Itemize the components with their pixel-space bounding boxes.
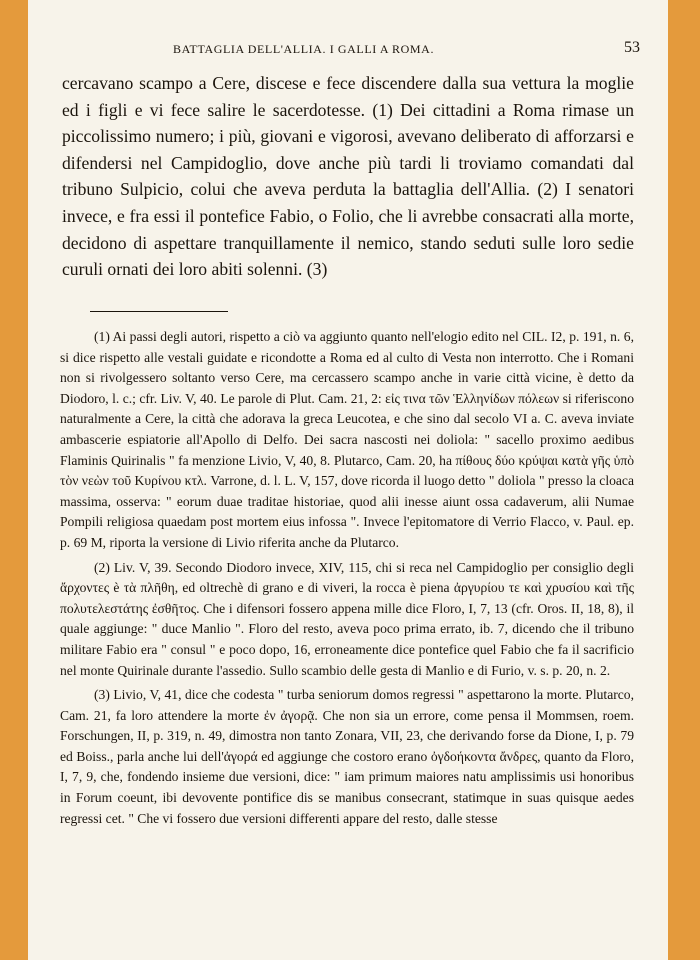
footnote-2: (2) Liv. V, 39. Secondo Diodoro invece, XIV, 115, chi si reca nel Campidoglio per consiglio degli ἄρχοντες è τὰ πλῆθη, ed oltrechè di grano e di viveri, la rocca è piena ἀργυρίου τε καὶ χρυσίου καὶ τῆς πολυτελεστάτης ἐσθῆτος. Che i difensori fossero appena mille dice Floro, I, 7, 13 (cfr. Oros. II, 18, 8), il quale aggiunge: " duce Manlio ". Floro del resto, aveva poco prima errato, ib. 7, dicendo che il tribuno militare Fabio era " consul " e poco dopo, 16, erroneamente dice pontefice quel Fabio che fa il sacrificio nel monte Quirinale durante l'assedio. Sullo scambio delle gesta di Manlio e di Furio, v. s. p. 20, n. 2.: [60, 559, 634, 678]
footnote-1: (1) Ai passi degli autori, rispetto a ciò va aggiunto quanto nell'elogio edito nel CIL. I2, p. 191, n. 6, si dice rispetto alle vestali guidate e ricondotte a Roma ed al culto di Vesta non interrotto. Che i Romani non si rivolgessero soltanto verso Cere, ma cercassero scampo anche in varie città vicine, è detto da Diodoro, l. c.; cfr. Liv. V, 40. Le parole di Plut. Cam. 21, 2: εἰς τινα τῶν Ἑλληνίδων πόλεων si riferiscono naturalmente a Cere, la città che adorava la greca Leucotea, e che sino dal secolo VI a. C. aveva inviate ambascerie espiatorie all'Apollo di Delfo. Dei sacra nascosti nei doliola: " sacello proximo aedibus Flaminis Quirinalis " fa menzione Livio, V, 40, 8. Plutarco, Cam. 20, ha πίθους δύο κρύψαι κατὰ γῆς ὑπὸ τὸν νεὼν τοῦ Κυρίνου κτλ. Varrone, d. l. L. V, 157, dove ricorda il luogo detto " doliola " presso la cloaca massima, osserva: " eorum duae traditae historiae, quod alii inesse aiunt ossa cadaverum, alii Numae Pompili religiosa quaedam post mortem eius infossa ". Invece l'epitomatore di Verrio Flacco, v. Paul. ep. p. 69 M, riporta la versione di Livio riferita anche da Plutarco.: [60, 329, 634, 550]
footnote-3: (3) Livio, V, 41, dice che codesta " turba seniorum domos regressi " aspettarono la morte. Plutarco, Cam. 21, fa loro attendere la morte ἐν ἀγορᾷ. Che non sia un errore, come pensa il Mommsen, roem. Forschungen, II, p. 319, n. 49, dimostra non tanto Zonara, VII, 23, che derivando forse da Dione, I, p. 79 ed Boiss., parla anche lui dell'ἀγορά ed aggiunge che costoro erano ὀγδοήκοντα ἄνδρες, quanto da Floro, I, 7, 9, che, fondendo insieme due versioni, dice: " iam primum maiores natu amplissimis usi honoribus in Forum coeunt, ibi devovente pontifice dis se manibus consecrant, statimque in suas quisque aedes regressi cet. " Che vi fossero due versioni differenti appare del resto, dalle stesse: [60, 687, 634, 826]
footnotes: [60, 327, 634, 833]
footnote-rule: [90, 311, 228, 312]
body-paragraph: cercavano scampo a Cere, discese e fece discendere dalla sua vettura la moglie ed i figli e vi fece salire le sacerdotesse. (1) Dei cittadini a Roma rimase un piccolissimo numero; i più, giovani e vigorosi, avevano deliberato di afforzarsi e difendersi nel Campidoglio, dove anche più tardi li troviamo comandati dal tribuno Sulpicio, colui che aveva perduta la battaglia dell'Allia. (2) I senatori invece, e fra essi il pontefice Fabio, o Folio, che li avrebbe consacrati alla morte, decidono di aspettare tranquillamente il nemico, stando seduti sulle loro sedie curuli ornati dei loro abiti solenni. (3): [62, 73, 634, 280]
book-page: [28, 0, 668, 960]
page-number: 53: [624, 39, 640, 56]
main-text: [62, 70, 634, 283]
page-header: [28, 39, 668, 62]
running-head: BATTAGLIA DELL'ALLIA. I GALLI A ROMA.: [173, 42, 435, 56]
